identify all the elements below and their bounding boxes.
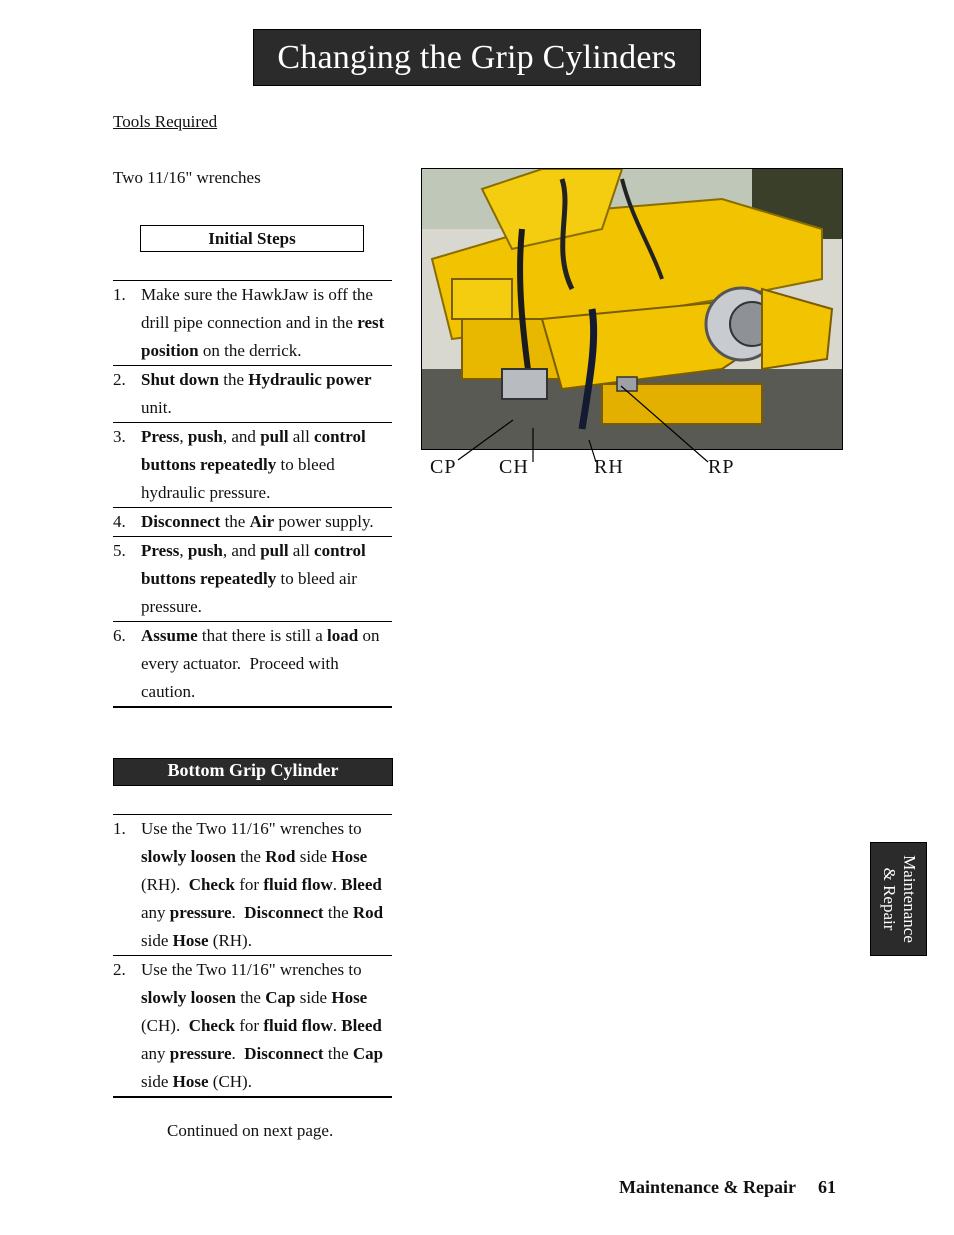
page-number: 61 — [817, 1177, 836, 1197]
step-number: 4. — [113, 512, 126, 531]
step-text: Use the Two 11/16" wrenches to slowly loosen the Rod side Hose (RH). Check for fluid flow. Bleed any pressure. Disconnect the Rod side Hose (RH). — [141, 819, 384, 950]
tools-required-text: Two 11/16" wrenches — [113, 168, 261, 187]
step-number: 6. — [113, 626, 126, 645]
list-item — [113, 622, 392, 708]
step-text: Make sure the HawkJaw is off the drill pipe connection and in the rest position on the derrick. — [141, 285, 385, 360]
callout-rp-label: RP — [708, 456, 735, 478]
side-tab-line1: Maintenance — [899, 855, 919, 943]
step-text: Press, push, and pull all control buttons repeatedly to bleed hydraulic pressure. — [141, 427, 366, 502]
section-side-tab — [870, 842, 927, 956]
footer-section: Maintenance & Repair — [619, 1177, 796, 1197]
step-text: Assume that there is still a load on every actuator. Proceed with caution. — [141, 626, 380, 701]
list-item — [113, 423, 392, 508]
list-item — [113, 508, 392, 537]
list-item — [113, 537, 392, 622]
continued-note: Continued on next page. — [167, 1121, 334, 1140]
page-title: Changing the Grip Cylinders — [253, 29, 701, 86]
step-text: Disconnect the Air power supply. — [141, 512, 374, 531]
step-text: Shut down the Hydraulic power unit. — [141, 370, 372, 417]
step-number: 2. — [113, 370, 126, 389]
list-item — [113, 366, 392, 423]
step-text: Press, push, and pull all control buttons repeatedly to bleed air pressure. — [141, 541, 366, 616]
callout-ch-label: CH — [499, 456, 529, 478]
bottom-grip-steps-list — [113, 814, 392, 1098]
tools-required-label: Tools Required — [113, 112, 218, 131]
step-number: 3. — [113, 427, 126, 446]
list-item — [113, 281, 392, 366]
callout-rh-label: RH — [594, 456, 624, 478]
side-tab-line2: & Repair — [879, 867, 899, 931]
callout-cp-label: CP — [430, 456, 457, 478]
initial-steps-list — [113, 280, 392, 708]
bottom-grip-heading: Bottom Grip Cylinder — [113, 758, 393, 786]
step-number: 5. — [113, 541, 126, 560]
step-number: 1. — [113, 819, 126, 838]
initial-steps-heading: Initial Steps — [140, 225, 364, 252]
list-item — [113, 956, 392, 1098]
step-number: 2. — [113, 960, 126, 979]
callout-leaders — [421, 380, 741, 480]
step-text: Use the Two 11/16" wrenches to slowly loosen the Cap side Hose (CH). Check for fluid flow. Bleed any pressure. Disconnect the Cap side Hose (CH). — [141, 960, 384, 1091]
step-number: 1. — [113, 285, 126, 304]
page-footer — [619, 1177, 836, 1198]
list-item — [113, 815, 392, 956]
